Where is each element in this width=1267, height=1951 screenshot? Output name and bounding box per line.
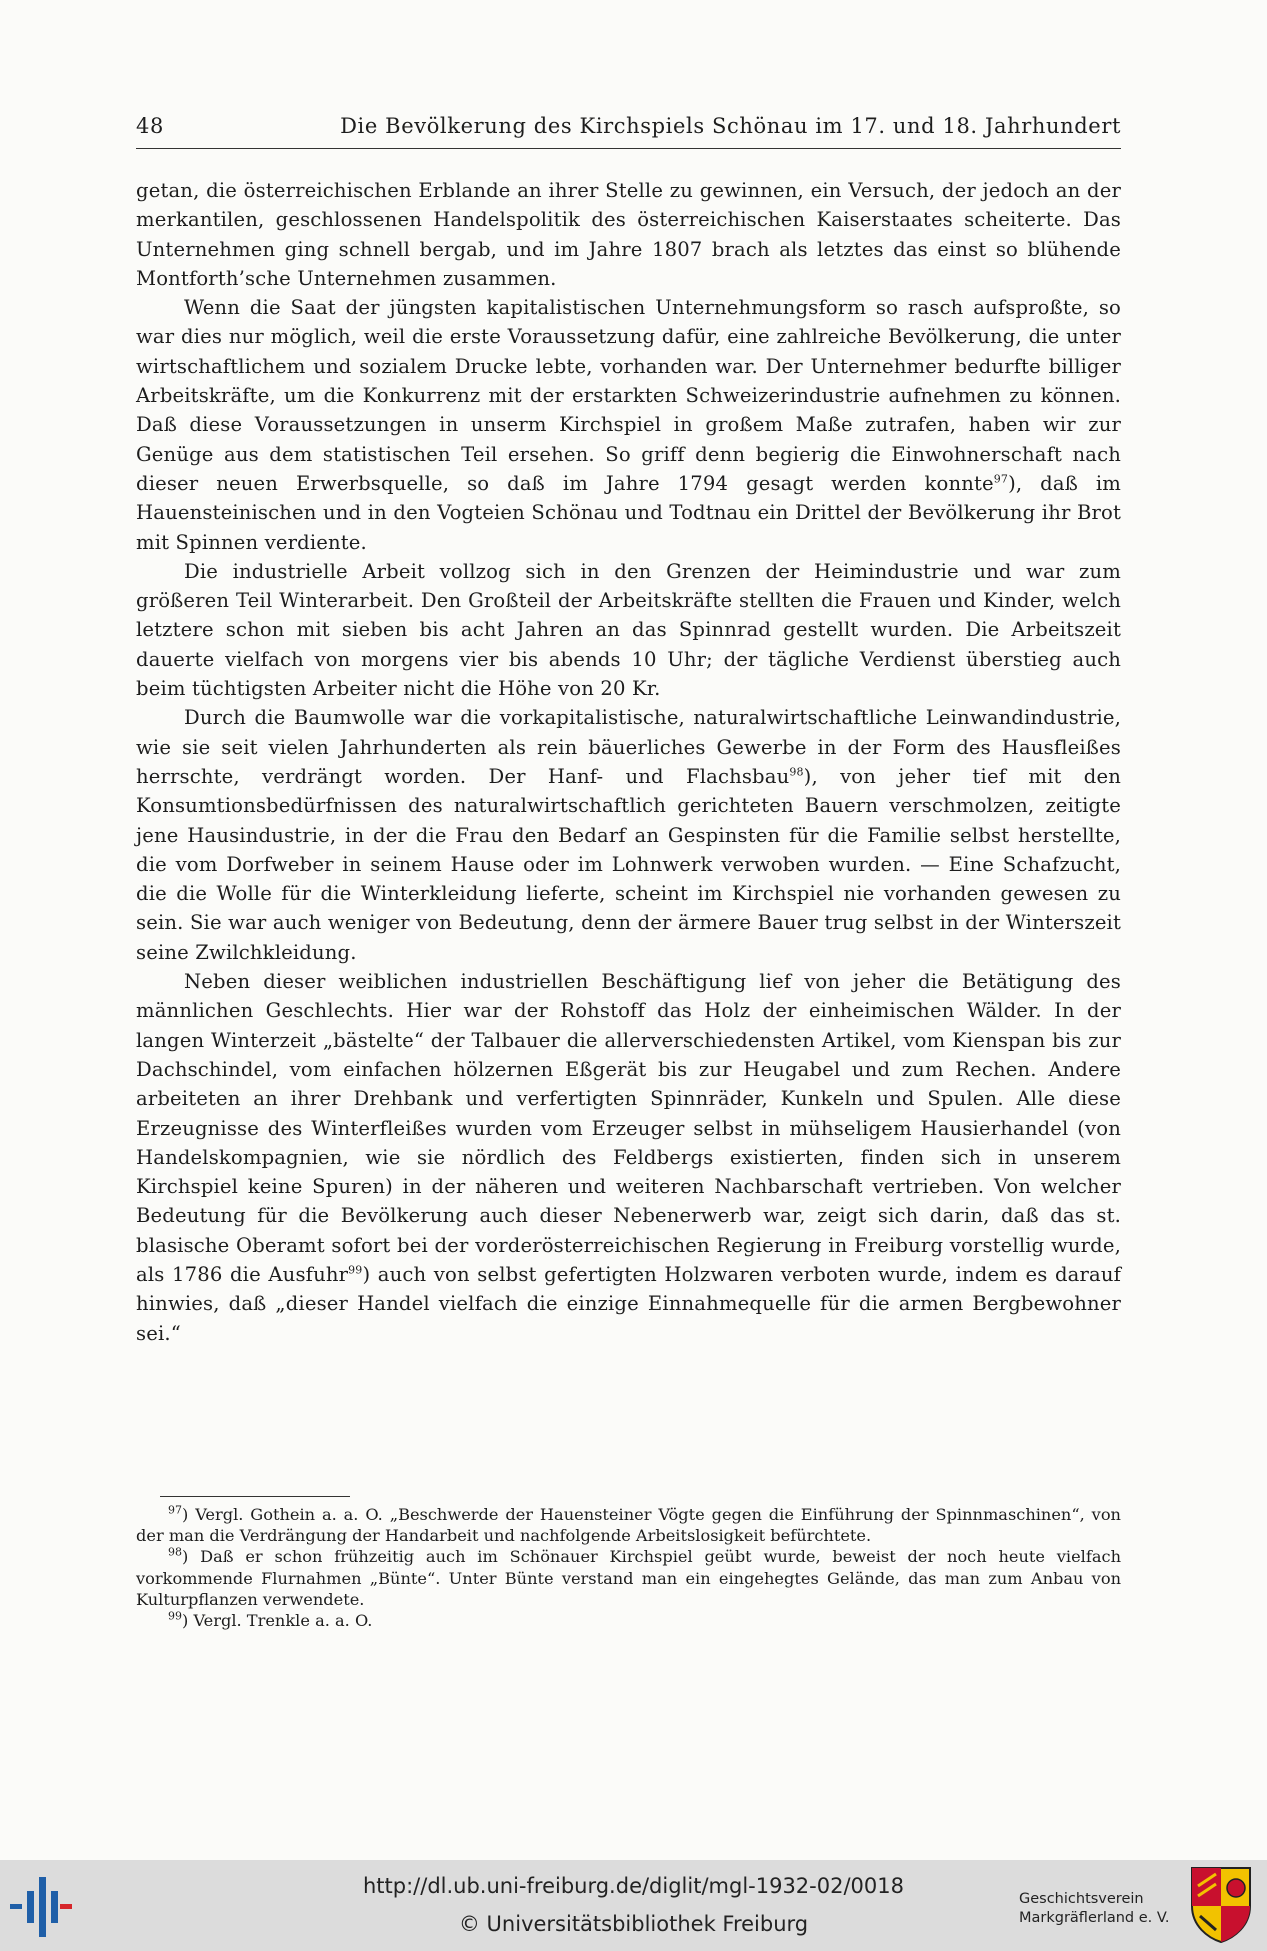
footnote: $^{97}$) Vergl. Gothein a. a. O. „Beschwerde der Hauensteiner Vögte gegen die Einführung der Spinnmaschinen“, von der man die Verdrängung der Handarbeit und nachfolgende Arbeitslosigkeit befürchtete.: [136, 1503, 1121, 1546]
footnote-separator: [160, 1496, 350, 1497]
copyright-notice: © Universitätsbibliothek Freiburg: [458, 1912, 809, 1936]
footer-bar: [0, 1860, 1267, 1951]
society-name: Geschichtsverein Markgräflerland e. V.: [1019, 1891, 1170, 1926]
page-number: 48: [136, 114, 164, 138]
paragraph: Wenn die Saat der jüngsten kapitalistischen Unternehmungsform so rasch aufsproßte, so war dies nur möglich, weil die erste Voraussetzung dafür, eine zahlreiche Bevölkerung, die unter wirtschaftlichem und sozialem Drucke lebte, vorhanden war. Der Unternehmer bedurfte billiger Arbeitskräfte, um die Konkurrenz mit der erstarkten Schweizerindustrie aufnehmen zu können. Daß diese Voraussetzungen in unserm Kirchspiel in großem Maße zutrafen, haben wir zur Genüge aus dem statistischen Teil ersehen. So griff denn begierig die Einwohnerschaft nach dieser neuen Erwerbsquelle, so daß im Jahre 1794 gesagt werden konnte$^{97}$), daß im Hauensteinischen und in den Vogteien Schönau und Todtnau ein Drittel der Bevölkerung ihr Brot mit Spinnen verdiente.: [136, 296, 1121, 554]
footnote: $^{99}$) Vergl. Trenkle a. a. O.: [168, 1609, 373, 1631]
coat-of-arms-icon[interactable]: [1190, 1866, 1252, 1944]
footnote-ref: 98: [789, 765, 804, 779]
footnote-ref: 97: [993, 472, 1009, 486]
footnote: $^{98}$) Daß er schon frühzeitig auch im Schönauer Kirchspiel geübt wurde, beweist der noch heute vielfach vorkommende Flurnahmen „Bünte“. Unter Bünte verstand man ein eingehegtes Gelände, das man zum Anbau von Kulturpflanzen verwendete.: [136, 1546, 1121, 1609]
paragraph: Die industrielle Arbeit vollzog sich in den Grenzen der Heimindustrie und war zum größeren Teil Winterarbeit. Den Großteil der Arbeitskräfte stellten die Frauen und Kinder, welch letztere schon mit sieben bis acht Jahren an das Spinnrad gestellt wurden. Die Arbeitszeit dauerte vielfach von morgens vier bis abends 10 Uhr; der tägliche Verdienst überstieg auch beim tüchtigsten Arbeiter nicht die Höhe von 20 Kr.: [136, 559, 1121, 701]
footnotes: [136, 1504, 1121, 1631]
running-title: Die Bevölkerung des Kirchspiels Schönau im 17. und 18. Jahrhundert: [340, 114, 1121, 138]
paragraph: Durch die Baumwolle war die vorkapitalistische, naturalwirtschaftliche Leinwandindustrie, wie sie seit vielen Jahrhunderten als rein bäuerliches Gewerbe in der Form des Hausfleißes herrschte, verdrängt worden. Der Hanf- und Flachsbau$^{98}$), von jeher tief mit den Konsumtionsbedürfnissen des naturalwirtschaftlich gerichteten Bauern verschmolzen, zeitigte jene Hausindustrie, in der die Frau den Bedarf an Gespinsten für die Familie selbst herstellte, die vom Dorfweber in seinem Hause oder im Lohnwerk verwoben wurden. — Eine Schafzucht, die die Wolle für die Winterkleidung lieferte, scheint im Kirchspiel nie vorhanden gewesen zu sein. Sie war auch weniger von Bedeutung, denn der ärmere Bauer trug selbst in der Winterszeit seine Zwilchkleidung.: [136, 706, 1121, 964]
permalink[interactable]: http://dl.ub.uni-freiburg.de/diglit/mgl-1932-02/0018: [362, 1874, 904, 1898]
page-header: [136, 112, 1121, 149]
footnote-ref: 99: [348, 1263, 363, 1277]
body-text: [136, 176, 1121, 1348]
paragraph: getan, die österreichischen Erblande an ihrer Stelle zu gewinnen, ein Versuch, der jedoch an der merkantilen, geschlossenen Handelspolitik des österreichischen Kaiserstaates scheiterte. Das Unternehmen ging schnell bergab, und im Jahre 1807 brach als letztes das einst so blühende Montforth’sche Unternehmen zusammen.: [136, 179, 1121, 290]
paragraph: Neben dieser weiblichen industriellen Beschäftigung lief von jeher die Betätigung des männlichen Geschlechts. Hier war der Rohstoff das Holz der einheimischen Wälder. In der langen Winterzeit „bästelte“ der Talbauer die allerverschiedensten Artikel, vom Kienspan bis zur Dachschindel, vom einfachen hölzernen Eßgerät bis zur Heugabel und zum Rechen. Andere arbeiteten an ihrer Drehbank und verfertigten Spinnräder, Kunkeln und Spulen. Alle diese Erzeugnisse des Winterfleißes wurden vom Erzeuger selbst in mühseligem Hausierhandel (von Handelskompagnien, wie sie nördlich des Feldbergs existierten, finden sich in unserem Kirchspiel keine Spuren) in der näheren und weiteren Nachbarschaft vertrieben. Von welcher Bedeutung für die Bevölkerung auch dieser Nebenerwerb war, zeigt sich darin, daß das st. blasische Oberamt sofort bei der vorderösterreichischen Regierung in Freiburg vorstellig wurde, als 1786 die Ausfuhr$^{99}$) auch von selbst gefertigten Holzwaren verboten wurde, indem es darauf hinwies, daß „dieser Handel vielfach die einzige Einnahmequelle für die armen Bergbewohner sei.“: [136, 970, 1121, 1345]
